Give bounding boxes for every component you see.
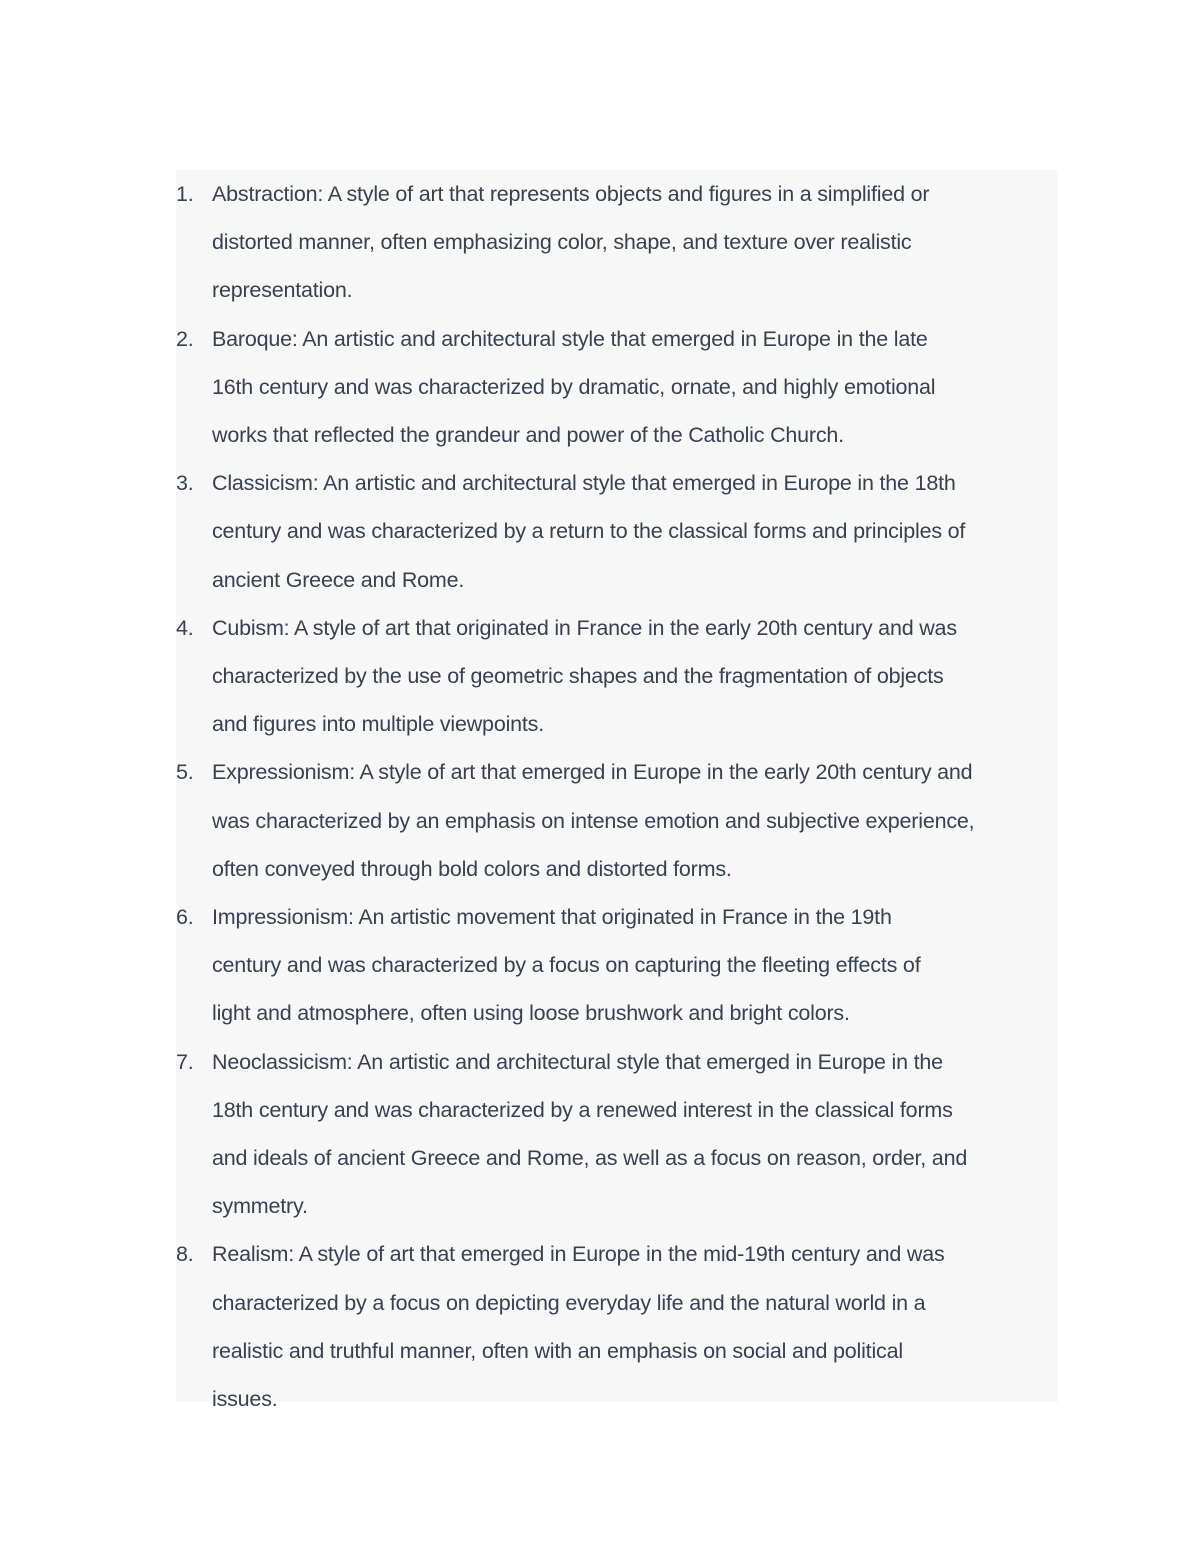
art-styles-list [176, 170, 1058, 1423]
item-text-line: Cubism: A style of art that originated in France in the early 20th century and was [212, 615, 957, 640]
list-item [176, 1038, 1058, 1231]
list-item [176, 604, 1058, 749]
item-text-line: characterized by the use of geometric shapes and the fragmentation of objects [212, 664, 944, 689]
item-text-line: 18th century and was characterized by a renewed interest in the classical forms [212, 1097, 953, 1122]
item-text-line: representation. [212, 278, 353, 303]
item-text-line: often conveyed through bold colors and distorted forms. [212, 856, 732, 881]
item-number: 4. [176, 615, 194, 640]
item-text-line: works that reflected the grandeur and power of the Catholic Church. [212, 423, 844, 448]
item-number: 1. [176, 182, 194, 206]
item-text-line: Classicism: An artistic and architectural style that emerged in Europe in the 18th [212, 471, 956, 496]
art-styles-list-block [176, 170, 1058, 1412]
list-item [176, 893, 1058, 1038]
item-text-line: century and was characterized by a return to the classical forms and principles of [212, 519, 966, 544]
item-text-line: Realism: A style of art that emerged in Europe in the mid-19th century and was [212, 1242, 945, 1267]
item-text-line: ancient Greece and Rome. [212, 567, 465, 592]
item-text-line: Abstraction: A style of art that represents objects and figures in a simplified or [212, 182, 930, 206]
item-number: 3. [176, 471, 194, 496]
list-item [176, 170, 1058, 315]
item-text-line: realistic and truthful manner, often with an emphasis on social and political [212, 1338, 903, 1363]
item-text-line: issues. [212, 1387, 278, 1412]
item-text-line: century and was characterized by a focus on capturing the fleeting effects of [212, 953, 921, 978]
item-text-line: Neoclassicism: An artistic and architectural style that emerged in Europe in the [212, 1049, 943, 1074]
item-number: 8. [176, 1242, 194, 1267]
item-text-line: characterized by a focus on depicting everyday life and the natural world in a [212, 1290, 926, 1315]
item-text-line: 16th century and was characterized by dramatic, ornate, and highly emotional [212, 374, 936, 399]
item-text-line: and ideals of ancient Greece and Rome, as well as a focus on reason, order, and [212, 1146, 968, 1171]
list-item [176, 315, 1058, 460]
item-text-line: symmetry. [212, 1194, 308, 1219]
list-item [176, 459, 1058, 604]
item-text-line: light and atmosphere, often using loose brushwork and bright colors. [212, 1001, 850, 1026]
list-item [176, 1230, 1058, 1423]
item-text-line: Baroque: An artistic and architectural style that emerged in Europe in the late [212, 326, 928, 351]
item-text-line: was characterized by an emphasis on intense emotion and subjective experience, [212, 808, 975, 833]
item-text-line: Impressionism: An artistic movement that originated in France in the 19th [212, 905, 892, 930]
item-number: 6. [176, 905, 194, 930]
item-number: 5. [176, 760, 194, 785]
item-text-line: distorted manner, often emphasizing color, shape, and texture over realistic [212, 230, 912, 255]
item-number: 7. [176, 1049, 194, 1074]
item-text-line: and figures into multiple viewpoints. [212, 712, 545, 737]
list-item [176, 748, 1058, 893]
item-number: 2. [176, 326, 194, 351]
item-text-line: Expressionism: A style of art that emerged in Europe in the early 20th century and [212, 760, 973, 785]
